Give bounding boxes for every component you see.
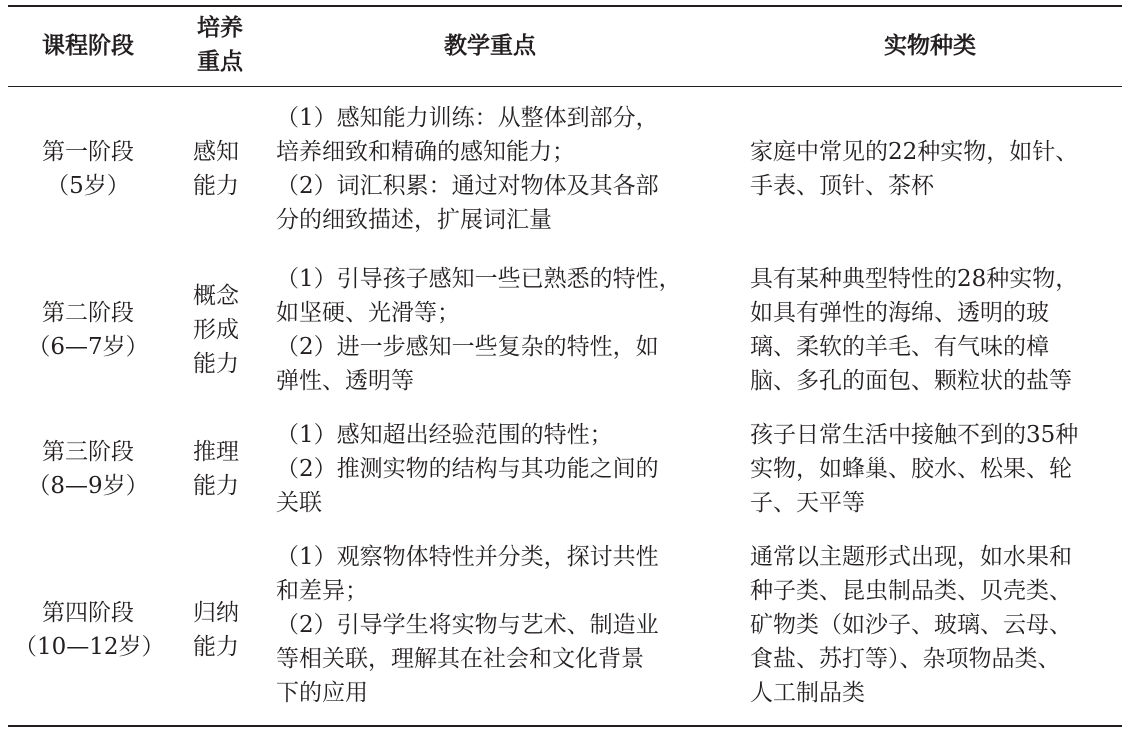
row3-teaching: （1）感知超出经验范围的特性； （2）推测实物的结构与其功能之间的 关联 [276, 422, 659, 516]
row4-objects: 通常以主题形式出现，如水果和 种子类、昆虫制品类、贝壳类、 矿物类（如沙子、玻璃、云母、 食盐、苏打等）、杂项物品类、 人工制品类 [750, 544, 1072, 706]
row2-objects: 具有某种典型特性的28种实物， 如具有弹性的海绵、透明的玻 璃、柔软的羊毛、有气味的樟 脑、多孔的面包、颗粒状的盐等 [750, 266, 1079, 394]
top-rule [8, 5, 1122, 7]
row4-teaching: （1）观察物体特性并分类，探讨共性 和差异； （2）引导学生将实物与艺术、制造业 等相关联，理解其在社会和文化背景 下的应用 [276, 544, 659, 706]
row4-stage: 第四阶段 （10—12岁） [14, 600, 165, 660]
header-stage: 课程阶段 [42, 33, 134, 59]
header-focus: 培养 重点 [197, 15, 243, 75]
row1-teaching: （1）感知能力训练：从整体到部分， 培养细致和精确的感知能力； （2）词汇积累：通过对物体及其各部 分的细致描述，扩展词汇量 [276, 105, 659, 233]
header-teaching: 教学重点 [444, 33, 536, 59]
bottom-rule [8, 725, 1122, 727]
row2-focus: 概念 形成 能力 [193, 283, 239, 377]
row3-objects: 孩子日常生活中接触不到的35种 实物，如蜂巢、胶水、松果、轮 子、天平等 [750, 422, 1079, 516]
row2-stage: 第二阶段 （6—7岁） [27, 300, 149, 360]
row3-focus: 推理 能力 [193, 439, 239, 499]
row4-focus: 归纳 能力 [193, 600, 239, 660]
header-rule [8, 86, 1122, 87]
row2-teaching: （1）引导孩子感知一些已熟悉的特性， 如坚硬、光滑等； （2）进一步感知一些复杂的特性，如 弹性、透明等 [276, 266, 682, 394]
row1-focus: 感知 能力 [193, 139, 239, 199]
header-objects: 实物种类 [884, 33, 976, 59]
row1-objects: 家庭中常见的22种实物，如针、 手表、顶针、茶杯 [750, 139, 1079, 199]
row1-stage: 第一阶段 （5岁） [42, 139, 134, 199]
row3-stage: 第三阶段 （8—9岁） [27, 439, 149, 499]
